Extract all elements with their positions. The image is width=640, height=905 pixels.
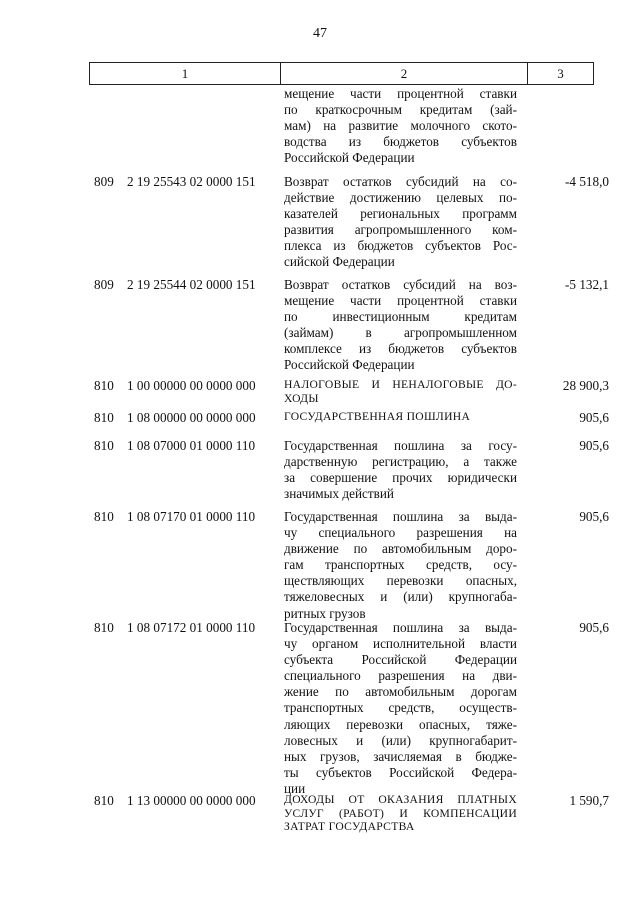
description-line: по краткосрочным кредитам (зай- (284, 102, 517, 118)
description-line: ции (284, 780, 306, 796)
amount: 905,6 (579, 410, 609, 425)
description-line: транспортных средств, осуществ- (284, 700, 517, 716)
description-line: ГОСУДАРСТВЕННАЯ ПОШЛИНА (284, 410, 471, 423)
description-line: развития агропромышленного ком- (284, 222, 517, 238)
description-line: Государственная пошлина за госу- (284, 438, 517, 453)
description-line: НАЛОГОВЫЕ И НЕНАЛОГОВЫЕ ДО- (284, 378, 517, 391)
description-line: специального разрешения на дви- (284, 668, 517, 684)
description-line: казателей региональных программ (284, 206, 517, 222)
description-line: Возврат остатков субсидий на со- (284, 174, 517, 189)
description-line: плекса из бюджетов субъектов Рос- (284, 238, 517, 254)
description-line: ляющих перевозки опасных, тяже- (284, 716, 517, 732)
description-line: дарственную регистрацию, а также (284, 454, 517, 470)
description-line: чу специального разрешения на (284, 525, 517, 541)
description-line: ществляющих перевозки опасных, (284, 573, 517, 589)
admin-code: 810 (94, 410, 114, 425)
description-line: гам транспортных средств, осу- (284, 557, 517, 573)
description-line: комплексе из бюджетов субъектов (284, 341, 517, 357)
admin-code: 810 (94, 509, 114, 524)
header-col-3: 3 (557, 66, 564, 81)
description-line: по инвестиционным кредитам (284, 309, 517, 325)
admin-code: 810 (94, 793, 114, 808)
budget-code: 1 00 00000 00 0000 000 (127, 378, 256, 393)
description-line: Государственная пошлина за выда- (284, 620, 517, 635)
description (284, 620, 517, 797)
budget-code: 1 08 07172 01 0000 110 (127, 620, 256, 635)
description-line: Российской Федерации (284, 150, 415, 166)
description-line: Российской Федерации (284, 357, 415, 373)
admin-code: 809 (94, 277, 114, 292)
description-line: (займам) в агропромышленном (284, 325, 517, 341)
amount: -4 518,0 (565, 174, 609, 189)
description-line: Возврат остатков субсидий на воз- (284, 277, 517, 292)
amount: 1 590,7 (569, 793, 609, 808)
description-line: мещение части процентной ставки (284, 293, 517, 309)
description-line: движение по автомобильным доро- (284, 541, 517, 557)
amount: 905,6 (579, 620, 609, 635)
amount: 905,6 (579, 438, 609, 453)
budget-code: 1 08 07170 01 0000 110 (127, 509, 256, 524)
amount: 28 900,3 (562, 378, 609, 393)
budget-code: 1 08 00000 00 0000 000 (127, 410, 256, 425)
description-line: сийской Федерации (284, 254, 395, 270)
header-col-2: 2 (400, 66, 408, 81)
admin-code: 809 (94, 174, 114, 189)
description (284, 174, 517, 271)
budget-code: 2 19 25543 02 0000 151 (127, 174, 256, 189)
page-number: 47 (313, 26, 327, 41)
description (284, 438, 517, 502)
description-line: за совершение прочих юридически (284, 470, 517, 486)
description-line: ДОХОДЫ ОТ ОКАЗАНИЯ ПЛАТНЫХ (284, 793, 517, 806)
budget-code: 2 19 25544 02 0000 151 (127, 277, 256, 292)
description-line: ХОДЫ (284, 391, 319, 405)
description-line: тяжеловесных и (или) крупногаба- (284, 589, 517, 605)
description-line: водства из бюджетов субъектов (284, 134, 517, 150)
description (284, 378, 517, 405)
admin-code: 810 (94, 378, 114, 393)
header-col-1: 1 (181, 66, 189, 81)
description-line: ных грузов, зачисляемая в бюдже- (284, 748, 517, 764)
description (284, 410, 517, 424)
description-line: ты субъектов Российской Федера- (284, 764, 517, 780)
description-line: чу органом исполнительной власти (284, 636, 517, 652)
description-line: ловесных и (или) крупногабарит- (284, 732, 517, 748)
admin-code: 810 (94, 620, 114, 635)
description-line: мещение части процентной ставки (284, 86, 517, 101)
admin-code: 810 (94, 438, 114, 453)
amount: -5 132,1 (565, 277, 609, 292)
description-line: мам) на развитие молочного ското- (284, 118, 517, 134)
description-line: ритных грузов (284, 605, 366, 621)
description-line: Государственная пошлина за выда- (284, 509, 517, 524)
description-line: жение по автомобильным дорогам (284, 684, 517, 700)
description (284, 793, 517, 834)
description (284, 86, 517, 166)
description-line: УСЛУГ (РАБОТ) И КОМПЕНСАЦИИ (284, 806, 517, 820)
amount: 905,6 (579, 509, 609, 524)
description (284, 509, 517, 622)
description-line: действие достижению целевых по- (284, 190, 517, 206)
description-line: ЗАТРАТ ГОСУДАРСТВА (284, 820, 415, 833)
budget-code: 1 08 07000 01 0000 110 (127, 438, 256, 453)
table-header (89, 62, 594, 85)
budget-code: 1 13 00000 00 0000 000 (127, 793, 256, 808)
description-line: субъекта Российской Федерации (284, 652, 517, 668)
description (284, 277, 517, 374)
description-line: значимых действий (284, 486, 394, 502)
